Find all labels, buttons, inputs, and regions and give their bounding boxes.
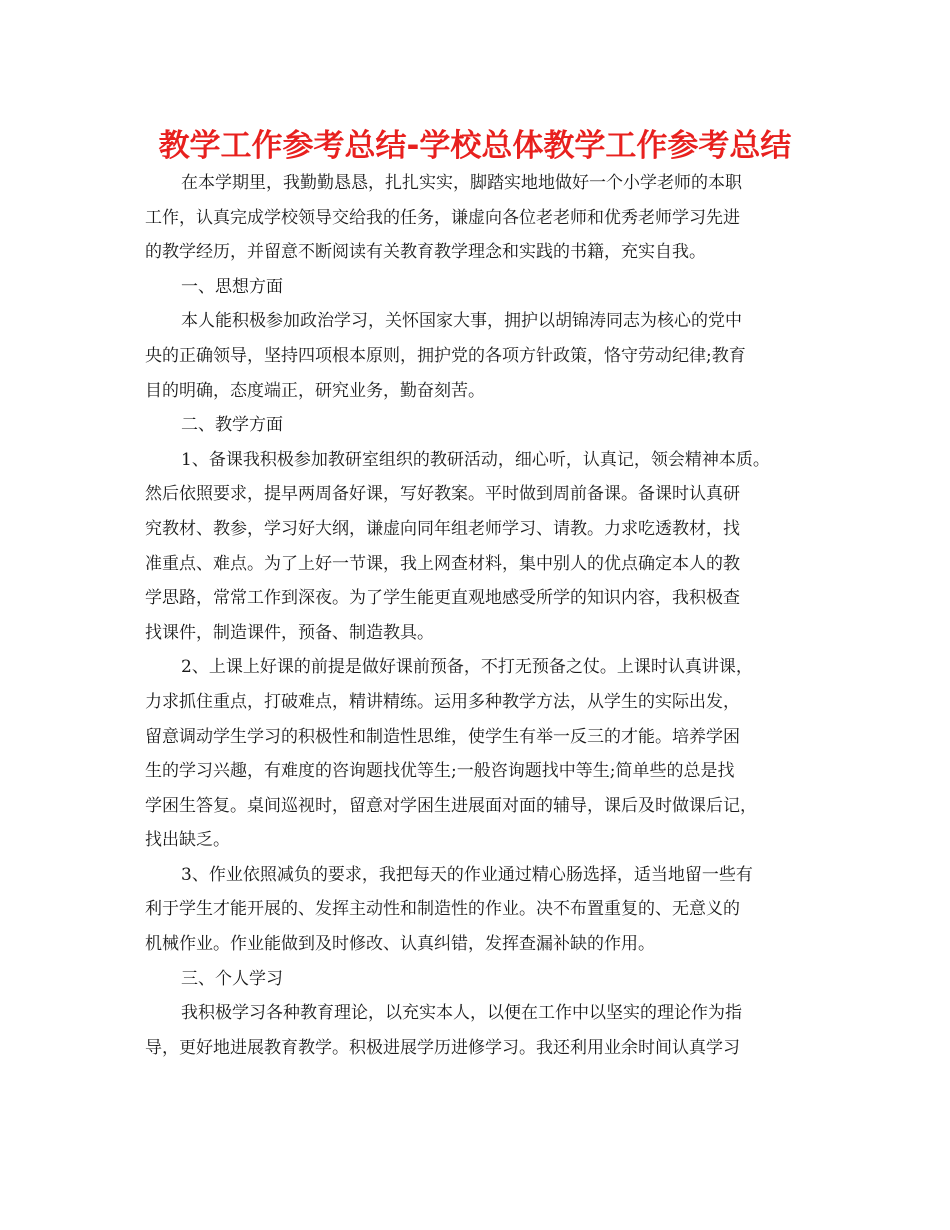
paragraph-line: 2、上课上好课的前提是做好课前预备，不打无预备之仗。上课时认真讲课， bbox=[181, 657, 753, 678]
document-title: 教学工作参考总结-学校总体教学工作参考总结 bbox=[158, 128, 792, 164]
paragraph-line: 央的正确领导，坚持四项根本原则，拥护党的各项方针政策，恪守劳动纪律;教育 bbox=[145, 345, 746, 366]
paragraph-line: 学困生答复。桌间巡视时，留意对学困生进展面对面的辅导，课后及时做课后记， bbox=[145, 795, 757, 816]
paragraph-line: 生的学习兴趣，有难度的咨询题找优等生;一般咨询题找中等生;简单些的总是找 bbox=[145, 761, 735, 782]
paragraph-line: 二、教学方面 bbox=[181, 415, 283, 436]
paragraph-line: 导，更好地进展教育教学。积极进展学历进修学习。我还利用业余时间认真学习 bbox=[145, 1037, 740, 1058]
paragraph bbox=[145, 304, 810, 408]
paragraph-line: 工作，认真完成学校领导交给我的任务，谦虚向各位老老师和优秀老师学习先进 bbox=[145, 207, 740, 228]
document-body bbox=[145, 166, 810, 1065]
paragraph-line: 三、个人学习 bbox=[181, 968, 283, 989]
paragraph bbox=[145, 996, 810, 1065]
paragraph-line: 学思路，常常工作到深夜。为了学生能更直观地感受所学的知识内容，我积极查 bbox=[145, 588, 740, 609]
paragraph-line: 找出缺乏。 bbox=[145, 830, 230, 851]
paragraph-line: 的教学经历，并留意不断阅读有关教育教学理念和实践的书籍，充实自我。 bbox=[145, 242, 706, 263]
paragraph-line: 本人能积极参加政治学习，关怀国家大事，拥护以胡锦涛同志为核心的党中 bbox=[181, 311, 742, 332]
paragraph-line: 力求抓住重点，打破难点，精讲精练。运用多种教学方法，从学生的实际出发， bbox=[145, 691, 740, 712]
paragraph-line: 目的明确，态度端正，研究业务，勤奋刻苦。 bbox=[145, 380, 485, 401]
paragraph bbox=[145, 166, 810, 270]
paragraph-line: 找课件，制造课件，预备、制造教具。 bbox=[145, 622, 434, 643]
paragraph-line: 3、作业依照减负的要求，我把每天的作业通过精心肠选择，适当地留一些有 bbox=[181, 864, 753, 885]
paragraph-line: 留意调动学生学习的积极性和制造性思维，使学生有举一反三的才能。培养学困 bbox=[145, 726, 740, 747]
paragraph-line: 机械作业。作业能做到及时修改、认真纠错，发挥查漏补缺的作用。 bbox=[145, 934, 655, 955]
paragraph-line: 利于学生才能开展的、发挥主动性和制造性的作业。决不布置重复的、无意义的 bbox=[145, 899, 740, 920]
paragraph-line: 在本学期里，我勤勤恳恳，扎扎实实，脚踏实地地做好一个小学老师的本职 bbox=[181, 173, 742, 193]
paragraph bbox=[145, 270, 810, 305]
paragraph bbox=[145, 443, 810, 651]
paragraph-line: 1、备课我积极参加教研室组织的教研活动，细心听，认真记，领会精神本质。 bbox=[181, 449, 770, 470]
paragraph bbox=[145, 858, 810, 962]
paragraph bbox=[145, 962, 810, 997]
paragraph bbox=[145, 408, 810, 443]
paragraph-line: 然后依照要求，提早两周备好课，写好教案。平时做到周前备课。备课时认真研 bbox=[145, 484, 740, 505]
paragraph-line: 一、思想方面 bbox=[181, 276, 283, 297]
paragraph-line: 准重点、难点。为了上好一节课，我上网查材料，集中别人的优点确定本人的教 bbox=[145, 553, 740, 574]
paragraph-line: 我积极学习各种教育理论，以充实本人，以便在工作中以坚实的理论作为指 bbox=[181, 1003, 742, 1024]
paragraph-line: 究教材、教参，学习好大纲，谦虚向同年组老师学习、请教。力求吃透教材，找 bbox=[145, 518, 740, 539]
paragraph bbox=[145, 650, 810, 858]
